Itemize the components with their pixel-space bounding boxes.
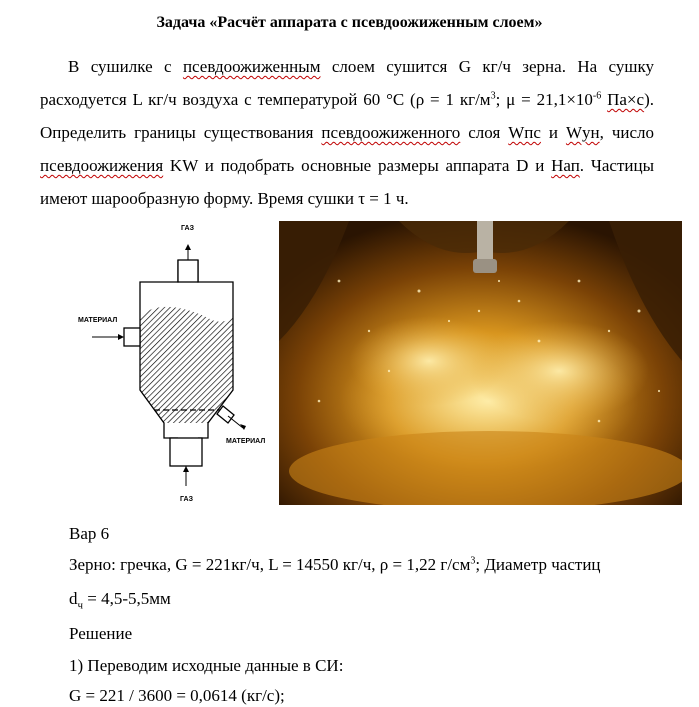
fluidized-bed: [140, 307, 233, 423]
spellcheck-word: Па×с: [607, 90, 645, 109]
label-material-in: МАТЕРИАЛ: [78, 317, 118, 324]
label-gas-top: ГАЗ: [181, 225, 194, 232]
label-material-out: МАТЕРИАЛ: [226, 438, 266, 445]
problem-statement: В сушилке с псевдоожиженным слоем сушится G кг/ч зерна. На сушку расходуется L кг/ч воздуха с температурой 60 °С (ρ = 1 $кг/м^3$; $\mu = 21,1\times 10^{-6}$ Па×с). Определить границы существования псевдоожиженного слоя Wпс и Wун, число псевдоожижения KW и подобрать основные размеры аппарата D и Нап. Частицы имеют шарообразную форму. Время сушки τ = 1 ч.: [40, 57, 655, 208]
label-gas-bottom: ГАЗ: [180, 496, 193, 503]
solution-heading: Решение: [69, 624, 133, 643]
grain-data: Зерно: гречка, G = 221кг/ч, L = 14550 кг/ч, ρ = 1,22 $г/см^3$; Диаметр частиц: [69, 555, 601, 574]
fluidized-bed-photo: [279, 221, 682, 505]
step-1: 1) Переводим исходные данные в СИ:: [69, 656, 344, 675]
apparatus-schematic: [78, 218, 278, 503]
variant-label: Вар 6: [69, 524, 110, 543]
spellcheck-word: псевдоожижения: [40, 156, 164, 175]
spellcheck-word: псевдоожиженным: [182, 57, 321, 76]
document-title: Задача «Расчёт аппарата с псевдоожиженным слоем»: [156, 14, 543, 31]
particle-diameter: $d_ч = 4,5-5,5мм$: [69, 589, 171, 612]
spellcheck-word: Нап: [551, 156, 580, 175]
formula-g: G = 221 / 3600 = 0,0614 (кг/с);: [69, 686, 285, 705]
spellcheck-word: Wпс: [508, 123, 541, 142]
spellcheck-word: Wун: [565, 123, 600, 142]
spellcheck-word: псевдоожиженного: [321, 123, 461, 142]
